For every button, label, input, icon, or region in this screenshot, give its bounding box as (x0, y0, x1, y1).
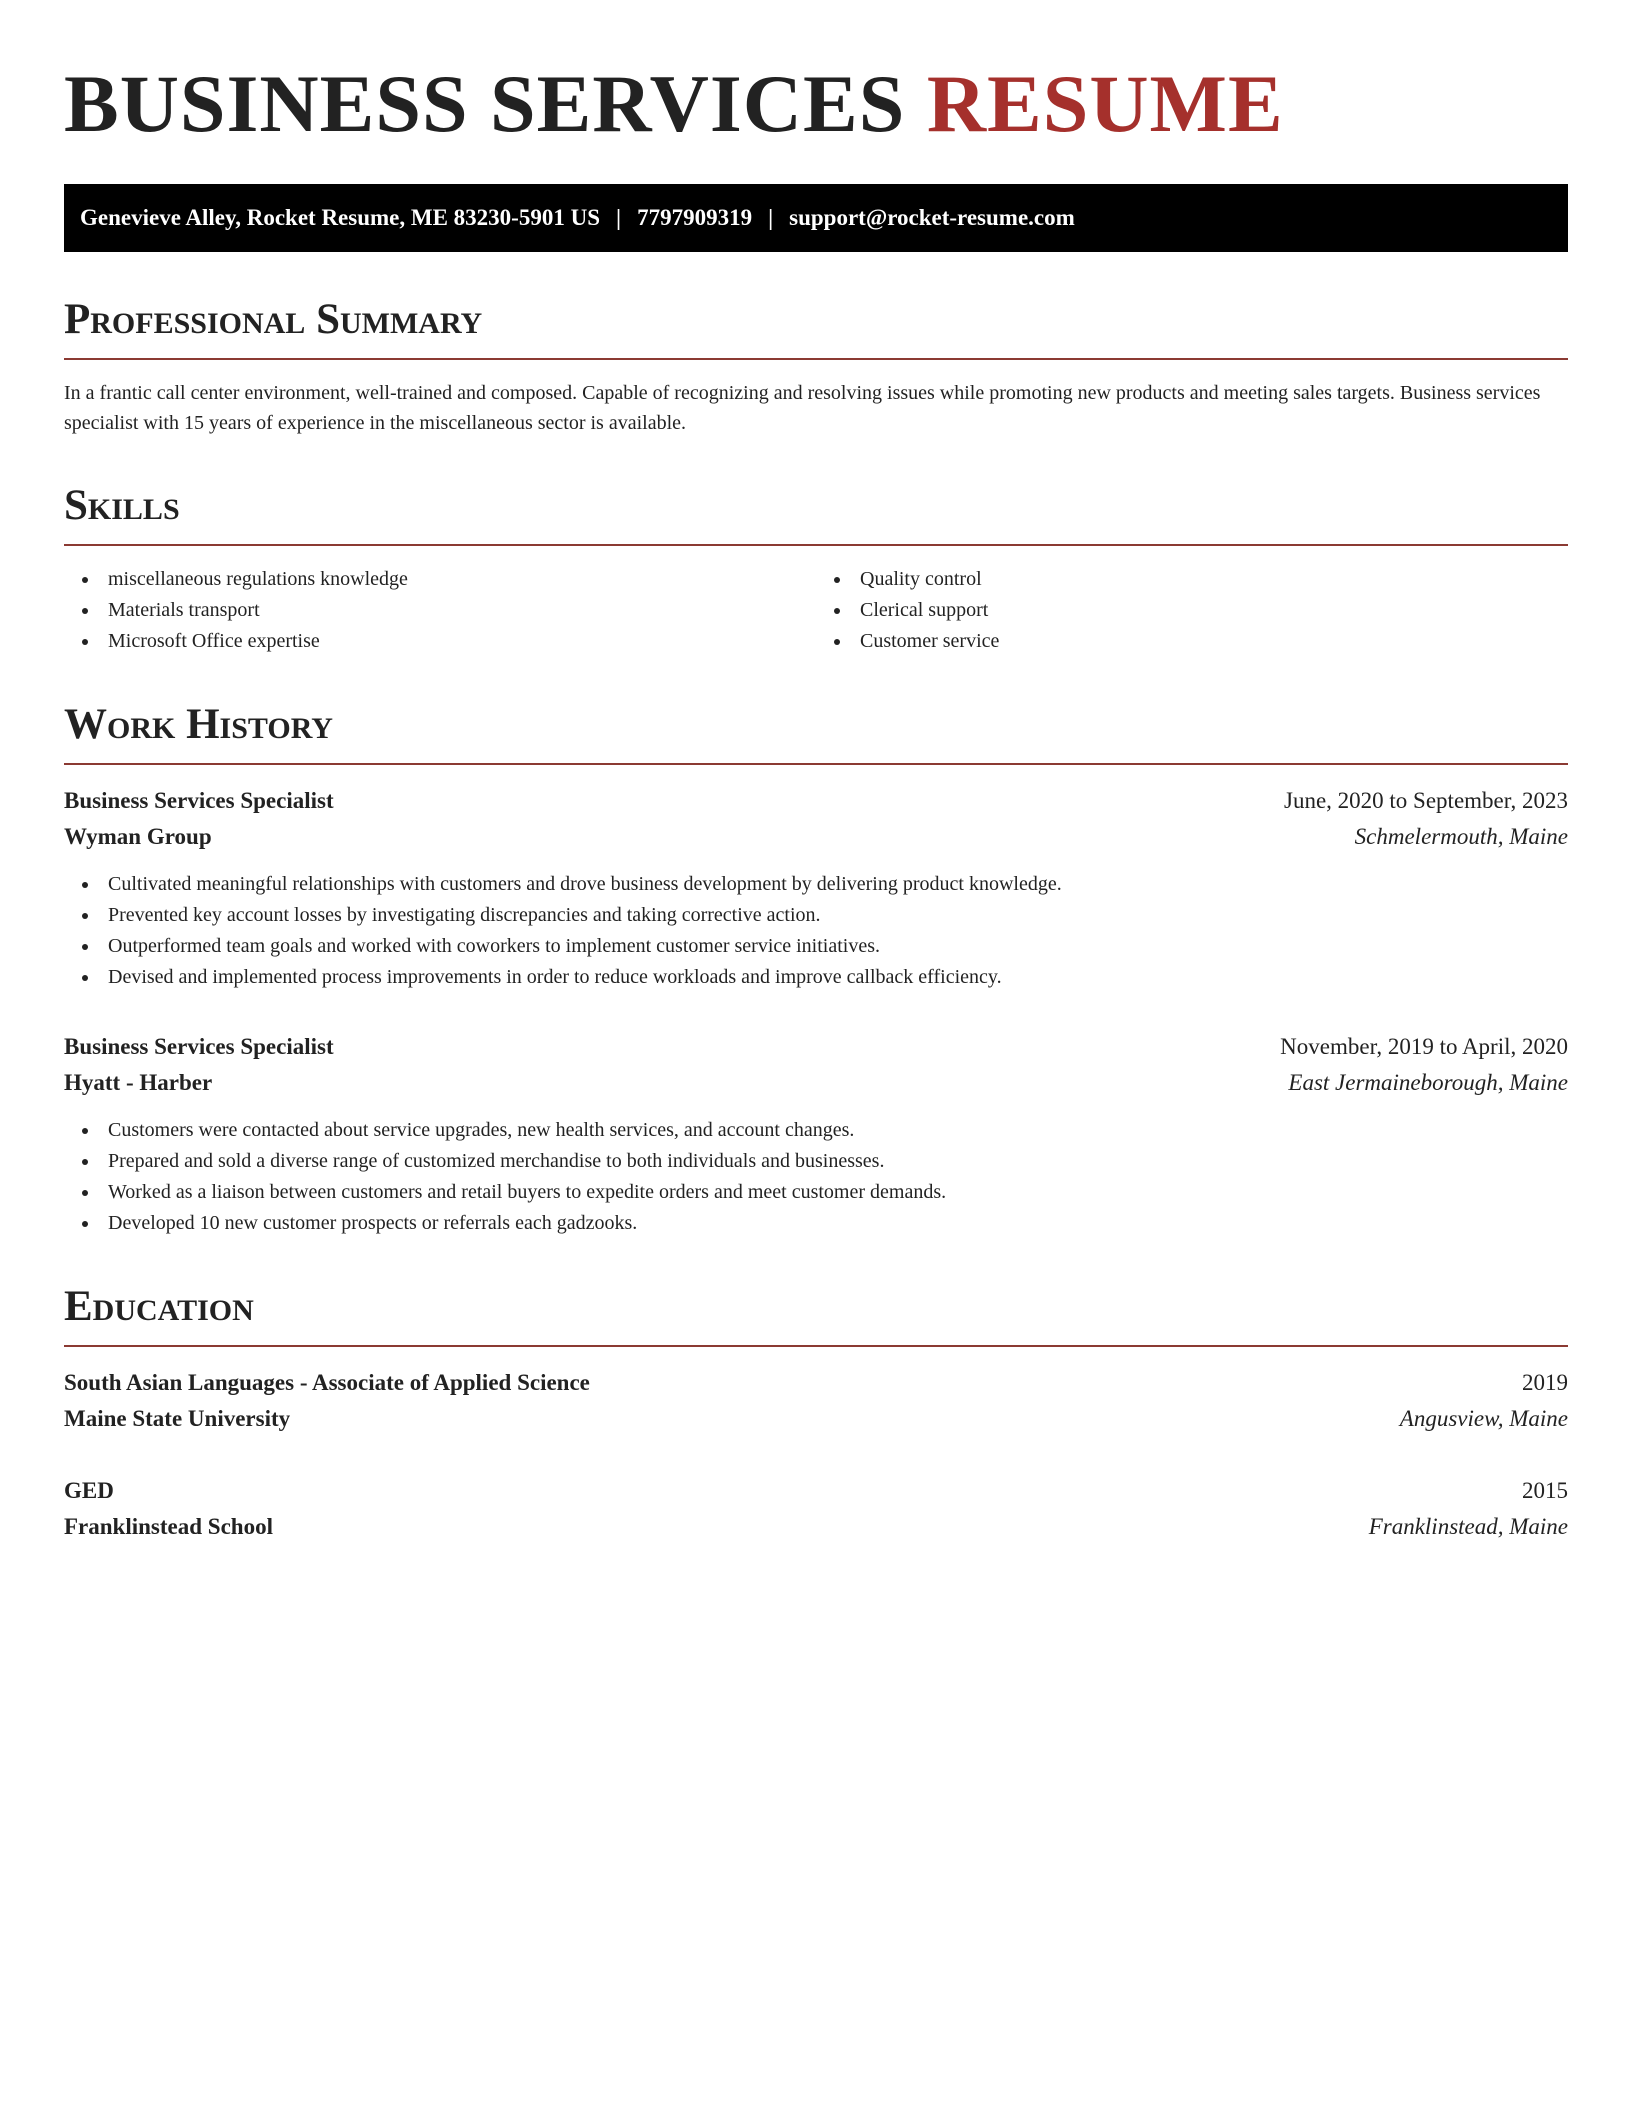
graduation-year: 2015 (1522, 1478, 1568, 1503)
school-location: Franklinstead, Maine (1368, 1514, 1568, 1539)
summary-heading: Professional Summary (64, 296, 1568, 360)
contact-bar (64, 184, 1568, 252)
skill-item: Customer service (816, 626, 1568, 657)
job-duties (64, 1115, 1568, 1239)
job-duty: Cultivated meaningful relationships with customers and drove business development by delivering product knowledge. (64, 869, 1568, 900)
school-location: Angusview, Maine (1399, 1406, 1568, 1431)
job-dates: June, 2020 to September, 2023 (1284, 788, 1568, 813)
resume-title (64, 56, 1568, 152)
skill-item: Microsoft Office expertise (64, 626, 816, 657)
skill-item: Quality control (816, 564, 1568, 595)
work-entry-subheader (64, 1065, 1568, 1101)
contact-phone: 7797909319 (637, 205, 753, 230)
job-location: Schmelermouth, Maine (1354, 824, 1568, 849)
education-entry (64, 1365, 1568, 1437)
contact-separator: | (615, 205, 622, 230)
job-duty: Prepared and sold a diverse range of customized merchandise to both individuals and businesses. (64, 1146, 1568, 1177)
work-entry (64, 783, 1568, 993)
skills-list (64, 564, 1568, 657)
title-main: BUSINESS SERVICES (64, 58, 906, 149)
degree-name: GED (64, 1478, 114, 1503)
job-title: Business Services Specialist (64, 1034, 334, 1059)
graduation-year: 2019 (1522, 1370, 1568, 1395)
skills-column-left (64, 564, 816, 657)
skill-item: miscellaneous regulations knowledge (64, 564, 816, 595)
skill-item: Clerical support (816, 595, 1568, 626)
skills-column-right (816, 564, 1568, 657)
school-name: Maine State University (64, 1406, 291, 1431)
job-duty: Outperformed team goals and worked with coworkers to implement customer service initiatives. (64, 931, 1568, 962)
job-dates: November, 2019 to April, 2020 (1280, 1034, 1568, 1059)
job-duty: Customers were contacted about service upgrades, new health services, and account changes. (64, 1115, 1568, 1146)
work-entry-subheader (64, 819, 1568, 855)
contact-separator: | (768, 205, 774, 230)
education-entry (64, 1473, 1568, 1545)
work-entry-header (64, 1029, 1568, 1065)
job-duty: Prevented key account losses by investigating discrepancies and taking corrective action. (64, 900, 1568, 931)
work-entry (64, 1029, 1568, 1239)
degree-name: South Asian Languages - Associate of Applied Science (64, 1370, 590, 1395)
title-accent: RESUME (926, 58, 1284, 149)
skill-item: Materials transport (64, 595, 816, 626)
contact-email: support@rocket-resume.com (789, 205, 1075, 230)
education-entry-subheader (64, 1401, 1568, 1437)
job-duties (64, 869, 1568, 993)
contact-address: Genevieve Alley, Rocket Resume, ME 83230-5901 US (80, 205, 600, 230)
school-name: Franklinstead School (64, 1514, 273, 1539)
education-entry-header (64, 1473, 1568, 1509)
skills-heading: Skills (64, 482, 1568, 546)
education-heading: Education (64, 1283, 1568, 1347)
job-title: Business Services Specialist (64, 788, 334, 813)
company-name: Wyman Group (64, 824, 212, 849)
job-location: East Jermaineborough, Maine (1288, 1070, 1568, 1095)
job-duty: Worked as a liaison between customers and retail buyers to expedite orders and meet customer demands. (64, 1177, 1568, 1208)
job-duty: Developed 10 new customer prospects or referrals each gadzooks. (64, 1208, 1568, 1239)
education-entry-subheader (64, 1509, 1568, 1545)
education-entry-header (64, 1365, 1568, 1401)
work-history-heading: Work History (64, 701, 1568, 765)
job-duty: Devised and implemented process improvements in order to reduce workloads and improve callback efficiency. (64, 962, 1568, 993)
work-entry-header (64, 783, 1568, 819)
summary-text: In a frantic call center environment, well-trained and composed. Capable of recognizing and resolving issues while promoting new products and meeting sales targets. Business services specialist with 15 years of experience in the miscellaneous sector is available. (64, 382, 1541, 434)
company-name: Hyatt - Harber (64, 1070, 213, 1095)
